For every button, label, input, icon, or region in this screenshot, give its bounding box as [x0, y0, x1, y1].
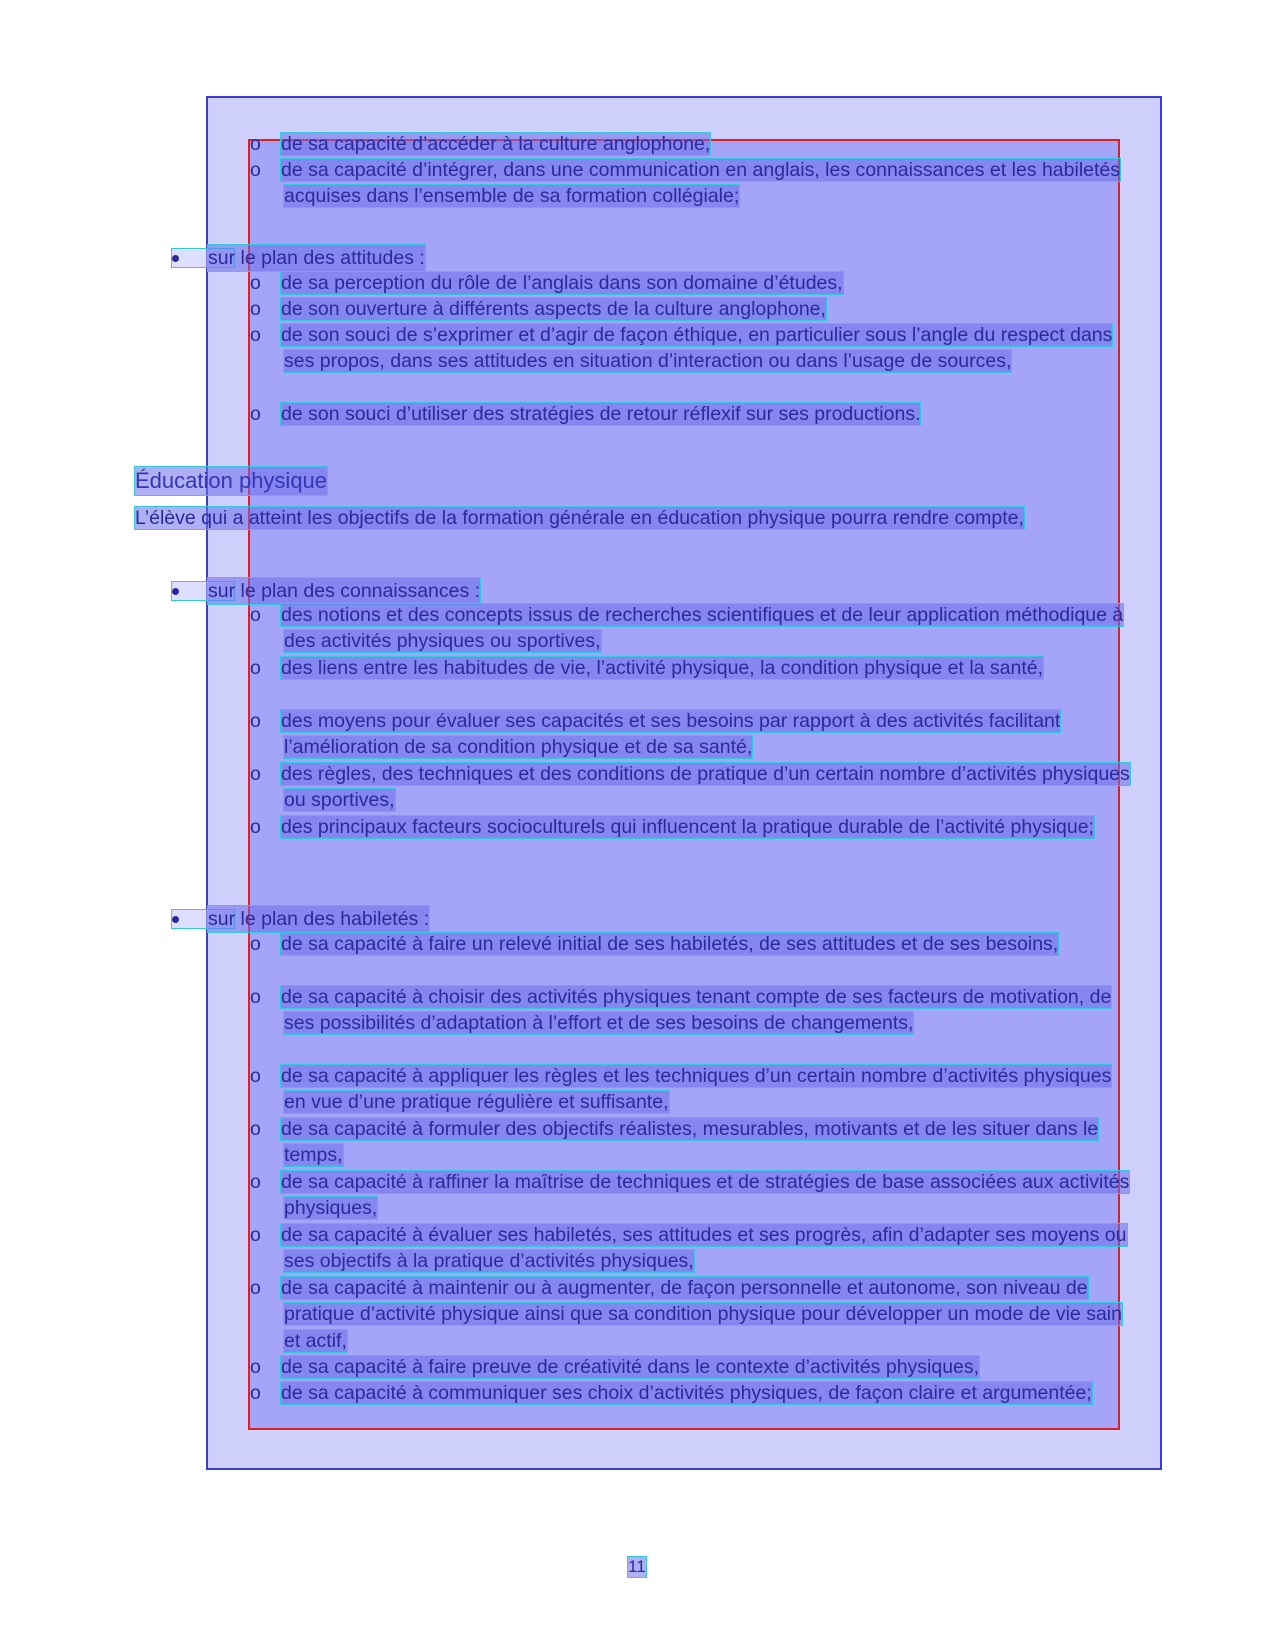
list-item: [250, 322, 1135, 375]
list-item: [250, 401, 1135, 427]
sub-bullet-marker: o: [250, 272, 261, 294]
sub-bullet-marker: o: [250, 604, 261, 626]
list-item-text: des liens entre les habitudes de vie, l’activité physique, la condition physique et la santé,: [281, 657, 1044, 679]
list-item: [250, 931, 1135, 957]
list-item: [250, 1380, 1135, 1406]
sub-bullet-marker: o: [250, 1118, 261, 1140]
list-item: [250, 602, 1135, 655]
list-item-text: de sa capacité à communiquer ses choix d’activités physiques, de façon claire et argumentée;: [281, 1382, 1092, 1404]
sub-bullet-marker: o: [250, 133, 261, 155]
section-heading: Éducation physique: [135, 468, 328, 493]
sub-bullet-marker: o: [250, 1356, 261, 1378]
sub-bullet-marker: o: [250, 1277, 261, 1299]
sub-bullet-marker: o: [250, 986, 261, 1008]
list-item: [250, 1275, 1135, 1354]
list-item: [250, 1222, 1135, 1275]
bullet-label: sur le plan des habiletés :: [208, 906, 429, 932]
sub-bullet-marker: o: [250, 1382, 261, 1404]
bullet-label: sur le plan des connaissances :: [208, 578, 480, 604]
list-item-text: de sa capacité à faire un relevé initial de ses habiletés, de ses attitudes et de ses besoins,: [281, 933, 1059, 955]
list-item-text: des notions et des concepts issus de recherches scientifiques et de leur application méthodique à des activités physiques ou sportives,: [281, 604, 1124, 653]
sub-bullet-marker: o: [250, 763, 261, 785]
list-item-text: des moyens pour évaluer ses capacités et ses besoins par rapport à des activités facilitant l’amélioration de sa condition physique et de sa santé,: [281, 710, 1061, 759]
list-item: [250, 1116, 1135, 1169]
bullet-dot-icon: [172, 916, 179, 923]
sub-bullet-marker: o: [250, 657, 261, 679]
list-item: [250, 761, 1135, 814]
sub-bullet-marker: o: [250, 1171, 261, 1193]
sub-bullet-marker: o: [250, 159, 261, 181]
sub-bullet-marker: o: [250, 933, 261, 955]
list-item-text: de sa capacité à raffiner la maîtrise de techniques et de stratégies de base associées aux activités physiques,: [281, 1171, 1130, 1220]
sub-bullet-marker: o: [250, 1224, 261, 1246]
list-item: [250, 814, 1135, 840]
sub-bullet-marker: o: [250, 710, 261, 732]
list-item: [250, 984, 1135, 1037]
sub-bullet-marker: o: [250, 298, 261, 320]
list-item-text: des principaux facteurs socioculturels qui influencent la pratique durable de l’activité physique;: [281, 816, 1094, 838]
page-number: 11: [628, 1557, 646, 1576]
sub-bullet-marker: o: [250, 1065, 261, 1087]
list-item: [250, 1354, 1135, 1380]
list-item-text: de sa capacité à appliquer les règles et les techniques d’un certain nombre d’activités physiques en vue d’une pratique régulière et suffisante,: [281, 1065, 1112, 1114]
list-item-text: de sa capacité à évaluer ses habiletés, ses attitudes et ses progrès, afin d’adapter ses moyens ou ses objectifs à la pratique d’activités physiques,: [281, 1224, 1127, 1273]
list-item: [250, 708, 1135, 761]
list-item-text: de sa capacité d’accéder à la culture anglophone,: [281, 133, 711, 155]
list-item-text: de sa capacité d’intégrer, dans une communication en anglais, les connaissances et les habiletés acquises dans l’ensemble de sa formation collégiale;: [281, 159, 1121, 208]
list-item-text: de sa capacité à choisir des activités physiques tenant compte de ses facteurs de motivation, de ses possibilités d’adaptation à l’effort et de ses besoins de changements,: [281, 986, 1112, 1035]
list-item: [250, 1169, 1135, 1222]
intro-paragraph: [135, 505, 1140, 531]
list-item: [250, 270, 1135, 296]
list-item-text: de sa perception du rôle de l’anglais dans son domaine d’études,: [281, 272, 843, 294]
list-item-text: de sa capacité à maintenir ou à augmenter, de façon personnelle et autonome, son niveau de pratique d’activité physique ainsi que sa condition physique pour développer un mode de vie sain et actif,: [281, 1277, 1122, 1352]
bullet-dot-icon: [172, 588, 179, 595]
list-item-text: de son ouverture à différents aspects de la culture anglophone,: [281, 298, 826, 320]
list-item: [250, 131, 1135, 157]
list-item-text: de son souci de s’exprimer et d’agir de façon éthique, en particulier sous l’angle du respect dans ses propos, dans ses attitudes en situation d’interaction ou dans l’usage de sources,: [281, 324, 1113, 373]
list-item: [250, 1063, 1135, 1116]
bullet-dot-icon: [172, 255, 179, 262]
list-item-text: des règles, des techniques et des conditions de pratique d’un certain nombre d’activités physiques ou sportives,: [281, 763, 1130, 812]
list-item: [250, 157, 1135, 210]
bullet-label: sur le plan des attitudes :: [208, 245, 425, 271]
sub-bullet-marker: o: [250, 816, 261, 838]
list-item-text: de sa capacité à formuler des objectifs réalistes, mesurables, motivants et de les situer dans le temps,: [281, 1118, 1099, 1167]
list-item: [250, 296, 1135, 322]
intro-text: L’élève qui a atteint les objectifs de la formation générale en éducation physique pourra rendre compte,: [135, 507, 1024, 529]
sub-bullet-marker: o: [250, 324, 261, 346]
list-item-text: de son souci d’utiliser des stratégies de retour réflexif sur ses productions.: [281, 403, 921, 425]
list-item-text: de sa capacité à faire preuve de créativité dans le contexte d’activités physiques,: [281, 1356, 980, 1378]
list-item: [250, 655, 1135, 681]
sub-bullet-marker: o: [250, 403, 261, 425]
